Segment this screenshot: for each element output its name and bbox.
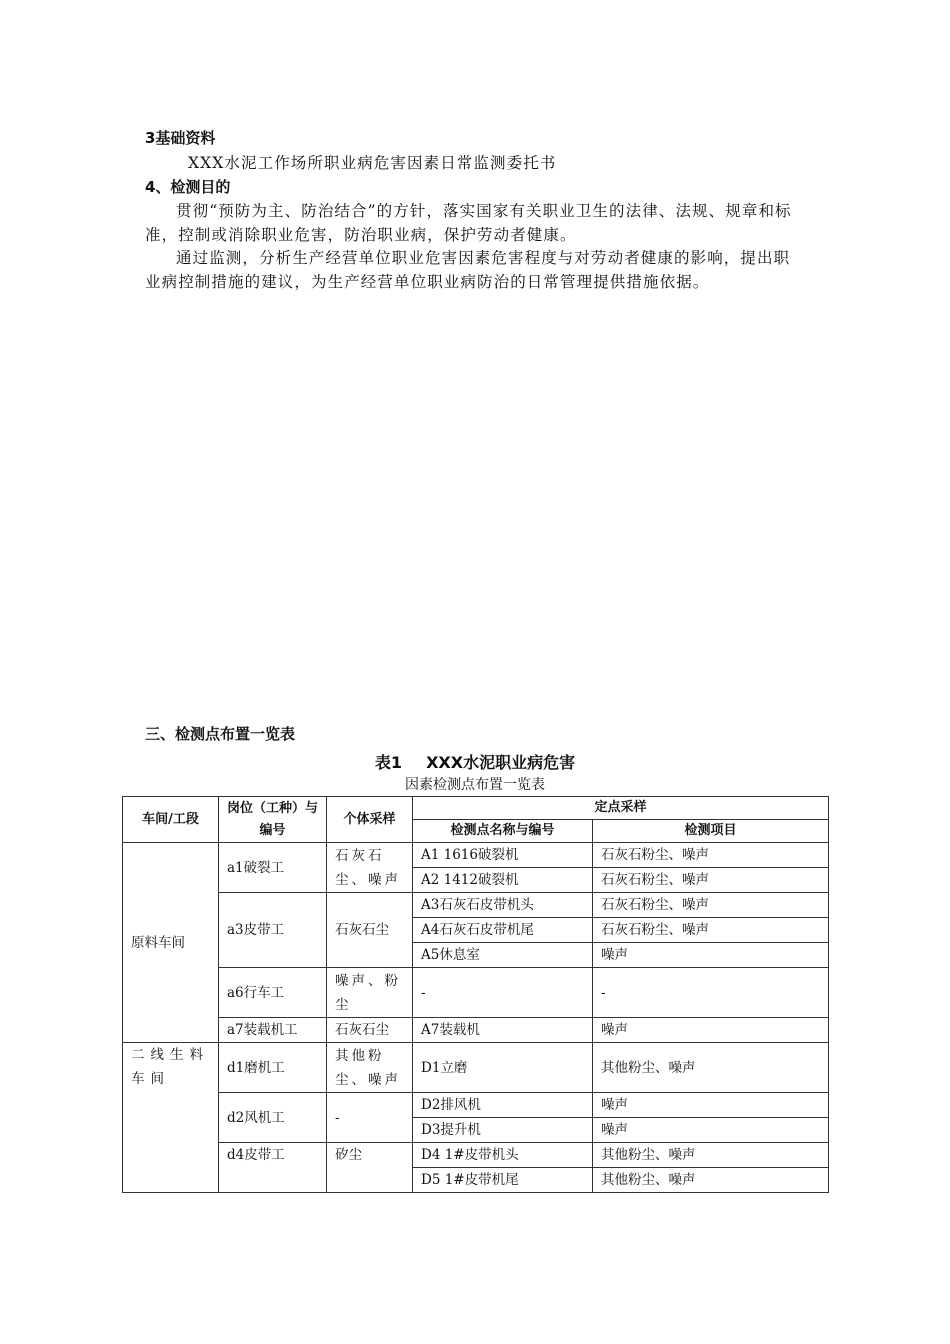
monitoring-points-table (122, 796, 829, 1193)
point-cell: A1 1616破裂机 (413, 843, 593, 868)
header-individual: 个体采样 (327, 797, 413, 843)
workshop-cell: 二线生料车间 (123, 1043, 219, 1193)
item-cell: 其他粉尘、噪声 (593, 1043, 829, 1093)
point-cell: D5 1#皮带机尾 (413, 1168, 593, 1193)
point-cell: D1立磨 (413, 1043, 593, 1093)
individual-cell: 石灰石尘 (327, 1018, 413, 1043)
individual-cell: - (327, 1093, 413, 1143)
item-cell: - (593, 968, 829, 1018)
individual-cell: 石灰石尘、噪声 (327, 843, 413, 893)
individual-cell: 其他粉尘、噪声 (327, 1043, 413, 1093)
item-cell: 噪声 (593, 1118, 829, 1143)
header-point: 检测点名称与编号 (413, 820, 593, 843)
item-cell: 石灰石粉尘、噪声 (593, 868, 829, 893)
header-post: 岗位（工种）与编号 (219, 797, 327, 843)
table-title-text: XXX水泥职业病危害 (426, 753, 576, 772)
item-cell: 噪声 (593, 1018, 829, 1043)
item-cell: 噪声 (593, 943, 829, 968)
individual-cell: 噪声、粉尘 (327, 968, 413, 1018)
point-cell: A3石灰石皮带机头 (413, 893, 593, 918)
header-item: 检测项目 (593, 820, 829, 843)
post-cell: a7装载机工 (219, 1018, 327, 1043)
post-cell: d1磨机工 (219, 1043, 327, 1093)
basis-document-text: XXX水泥工作场所职业病危害因素日常监测委托书 (188, 154, 557, 172)
item-cell: 其他粉尘、噪声 (593, 1143, 829, 1168)
purpose-paragraph-2: 通过监测，分析生产经营单位职业危害因素危害程度与对劳动者健康的影响，提出职业病控制措施的建议，为生产经营单位职业病防治的日常管理提供措施依据。 (145, 249, 791, 291)
point-cell: A5休息室 (413, 943, 593, 968)
section-3-heading: 3基础资料 (145, 129, 216, 147)
point-cell: A7装载机 (413, 1018, 593, 1043)
purpose-paragraph-1: 贯彻“预防为主、防治结合”的方针，落实国家有关职业卫生的法律、法规、规章和标准，控制或消除职业危害，防治职业病，保护劳动者健康。 (145, 202, 792, 244)
individual-cell: 石灰石尘 (327, 893, 413, 968)
post-cell: a3皮带工 (219, 893, 327, 968)
point-cell: A4石灰石皮带机尾 (413, 918, 593, 943)
post-cell: a6行车工 (219, 968, 327, 1018)
point-cell: A2 1412破裂机 (413, 868, 593, 893)
point-cell: D2排风机 (413, 1093, 593, 1118)
section-4-heading: 4、检测目的 (145, 178, 231, 196)
point-cell: - (413, 968, 593, 1018)
table-title (0, 750, 950, 773)
header-fixed: 定点采样 (413, 797, 829, 820)
post-cell: d4皮带工 (219, 1143, 327, 1193)
item-cell: 噪声 (593, 1093, 829, 1118)
workshop-cell: 原料车间 (123, 843, 219, 1043)
point-cell: D3提升机 (413, 1118, 593, 1143)
individual-cell: 矽尘 (327, 1143, 413, 1193)
item-cell: 石灰石粉尘、噪声 (593, 918, 829, 943)
post-cell: d2风机工 (219, 1093, 327, 1143)
table-subtitle: 因素检测点布置一览表 (405, 777, 545, 793)
point-cell: D4 1#皮带机头 (413, 1143, 593, 1168)
section-three-heading: 三、检测点布置一览表 (145, 725, 296, 743)
item-cell: 石灰石粉尘、噪声 (593, 843, 829, 868)
table-label: 表1 (374, 753, 403, 772)
header-workshop: 车间/工段 (123, 797, 219, 843)
item-cell: 石灰石粉尘、噪声 (593, 893, 829, 918)
post-cell: a1破裂工 (219, 843, 327, 893)
item-cell: 其他粉尘、噪声 (593, 1168, 829, 1193)
